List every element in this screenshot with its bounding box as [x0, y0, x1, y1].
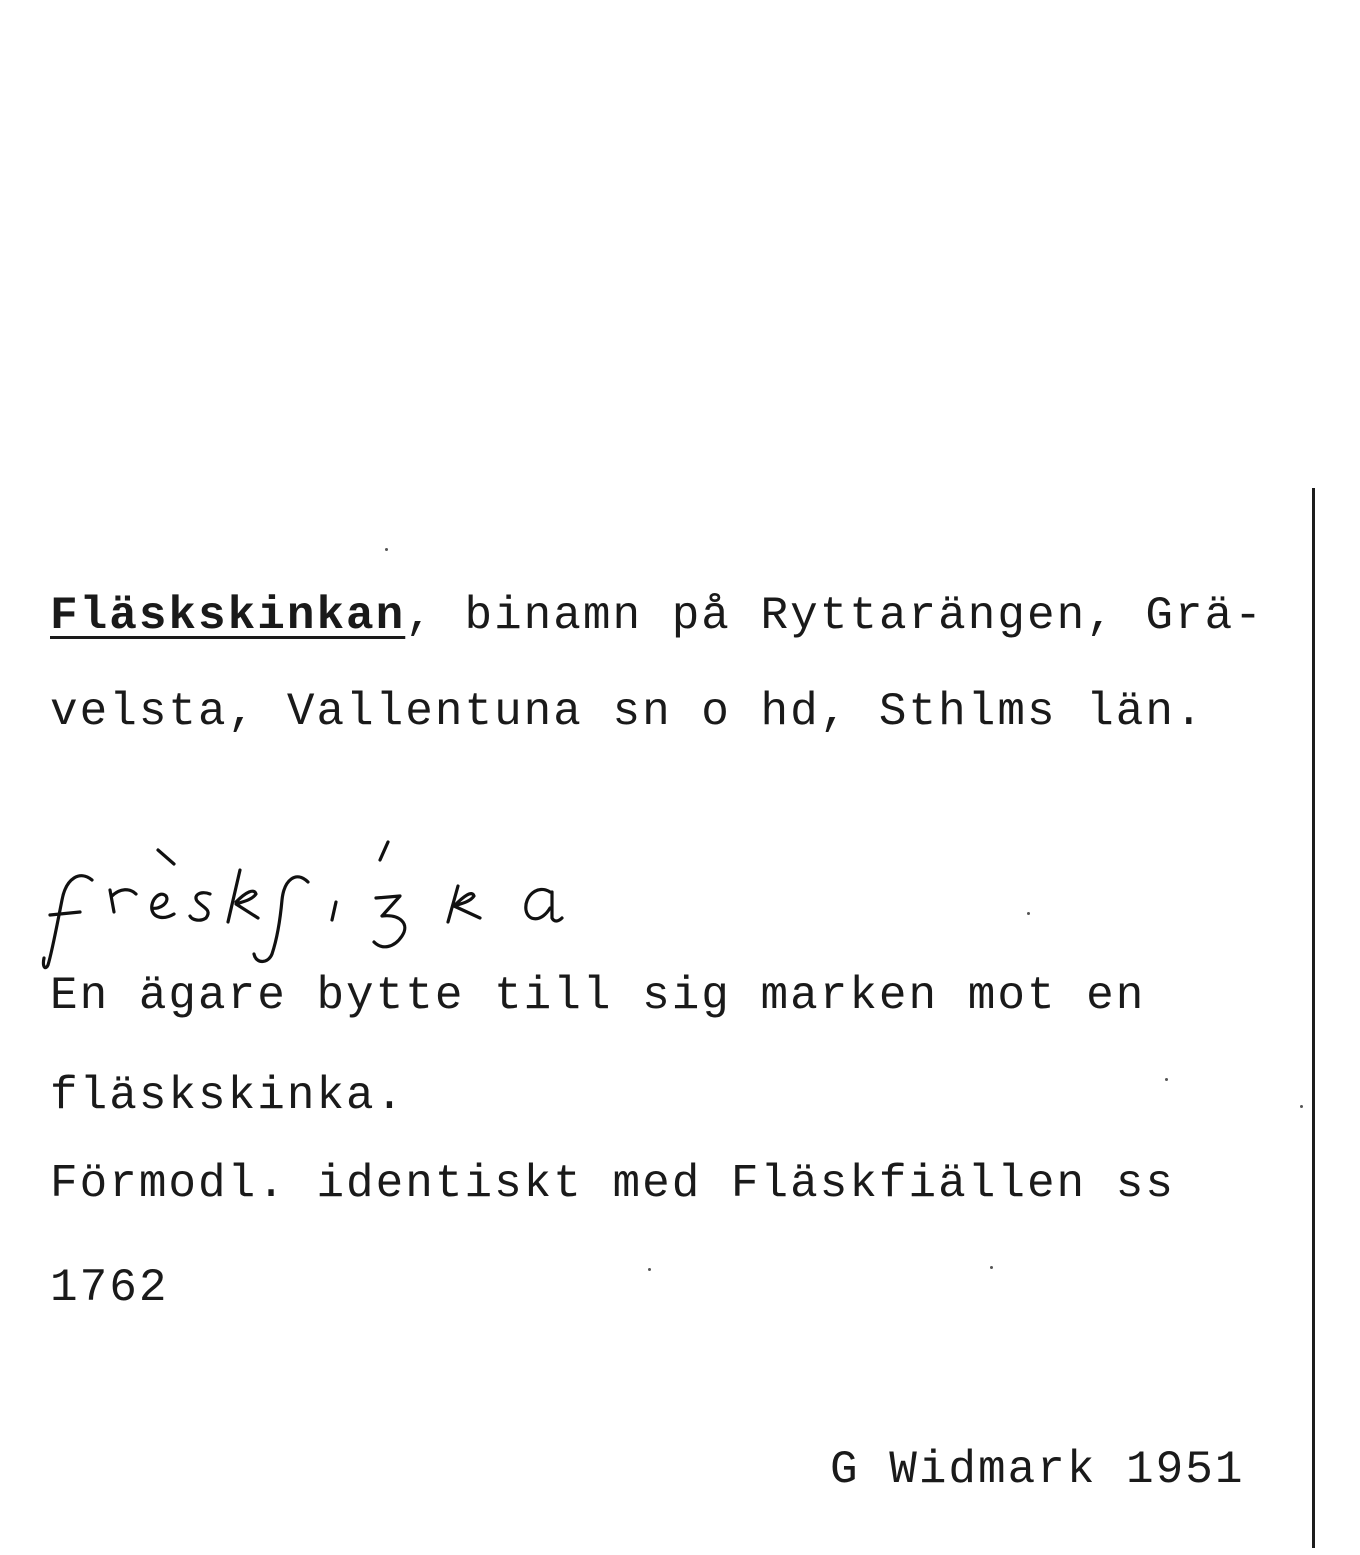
card-edge-line — [1312, 488, 1315, 1548]
scan-speck — [385, 548, 388, 551]
scan-speck — [990, 1266, 993, 1269]
entry-line-6: 1762 — [50, 1262, 169, 1314]
scan-speck — [1027, 912, 1030, 915]
entry-line-2: velsta, Vallentuna sn o hd, Sthlms län. — [50, 686, 1205, 738]
entry-line-1-rest: , binamn på Ryttarängen, Grä- — [405, 590, 1264, 642]
handwritten-pronunciation — [40, 830, 600, 980]
scan-speck — [1165, 1078, 1168, 1081]
entry-line-5: Förmodl. identiskt med Fläskfiällen ss — [50, 1158, 1175, 1210]
scan-speck — [648, 1268, 651, 1271]
entry-line-4: fläskskinka. — [50, 1070, 406, 1122]
entry-line-1 — [50, 588, 1264, 644]
entry-line-3: En ägare bytte till sig marken mot en — [50, 970, 1146, 1022]
scan-speck — [1300, 1105, 1303, 1108]
signature: G Widmark 1951 — [830, 1444, 1245, 1496]
headword: Fläskskinkan — [50, 590, 406, 642]
